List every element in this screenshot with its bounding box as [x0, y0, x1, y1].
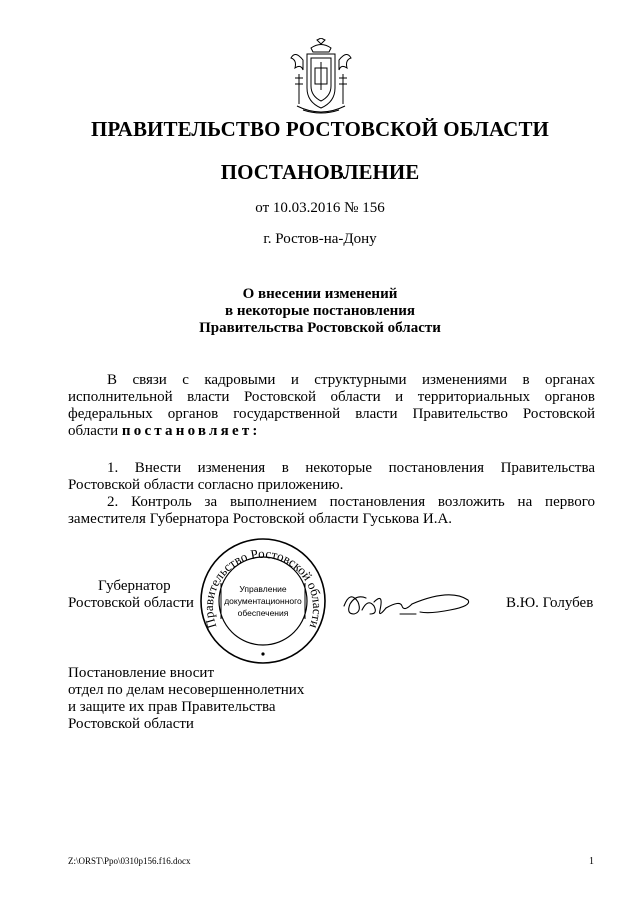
document-type: ПОСТАНОВЛЕНИЕ	[220, 160, 420, 184]
subject-line-1: О внесении изменений	[242, 286, 398, 302]
item-2-line-1: 2. Контроль за выполнением постановления возложить на первого	[107, 494, 595, 510]
signer-name: В.Ю. Голубев	[506, 595, 594, 611]
official-stamp	[199, 537, 327, 665]
handwritten-signature	[340, 584, 474, 624]
item-1-line-1: 1. Внести изменения в некоторые постановления Правительства	[107, 460, 595, 476]
preamble-last-line-text: области	[68, 423, 122, 439]
stamp-inner-line-1: Управление	[239, 584, 287, 594]
submitted-by-line-2: отдел по делам несовершеннолетних	[68, 682, 305, 698]
footer-file-path: Z:\ORST\Ppo\0310p156.f16.docx	[68, 856, 191, 866]
preamble-line-4	[68, 423, 261, 440]
item-2-line-2: заместителя Губернатора Ростовской области Гуськова И.А.	[68, 511, 453, 527]
footer-page-number: 1	[589, 856, 594, 867]
submitted-by-line-3: и защите их прав Правительства	[68, 699, 276, 715]
signer-title-line-1: Губернатор	[98, 578, 171, 594]
coat-of-arms-emblem	[289, 38, 353, 116]
submitted-by-line-1: Постановление вносит	[68, 665, 215, 681]
date-number-line: от 10.03.2016 № 156	[255, 200, 385, 216]
preamble-line-1: В связи с кадровыми и структурными изменениями в органах	[107, 372, 595, 388]
organization-title: ПРАВИТЕЛЬСТВО РОСТОВСКОЙ ОБЛАСТИ	[91, 117, 549, 141]
signer-title-line-2: Ростовской области	[68, 595, 194, 611]
subject-line-2: в некоторые постановления	[224, 303, 416, 319]
subject-line-3: Правительства Ростовской области	[199, 320, 441, 336]
submitted-by-line-4: Ростовской области	[68, 716, 194, 732]
decree-word: постановляет:	[121, 423, 261, 439]
preamble-line-2: исполнительной власти Ростовской области и территориальных органов	[68, 389, 595, 405]
stamp-inner-line-2: документационного	[224, 596, 302, 606]
item-1-line-2: Ростовской области согласно приложению.	[68, 477, 344, 493]
stamp-inner-line-3: обеспечения	[237, 608, 289, 618]
preamble-line-3: федеральных органов государственной власти Правительство Ростовской	[68, 406, 595, 422]
city-line: г. Ростов-на-Дону	[263, 231, 377, 247]
stamp-outer-text: Правительство Ростовской области	[200, 545, 326, 631]
